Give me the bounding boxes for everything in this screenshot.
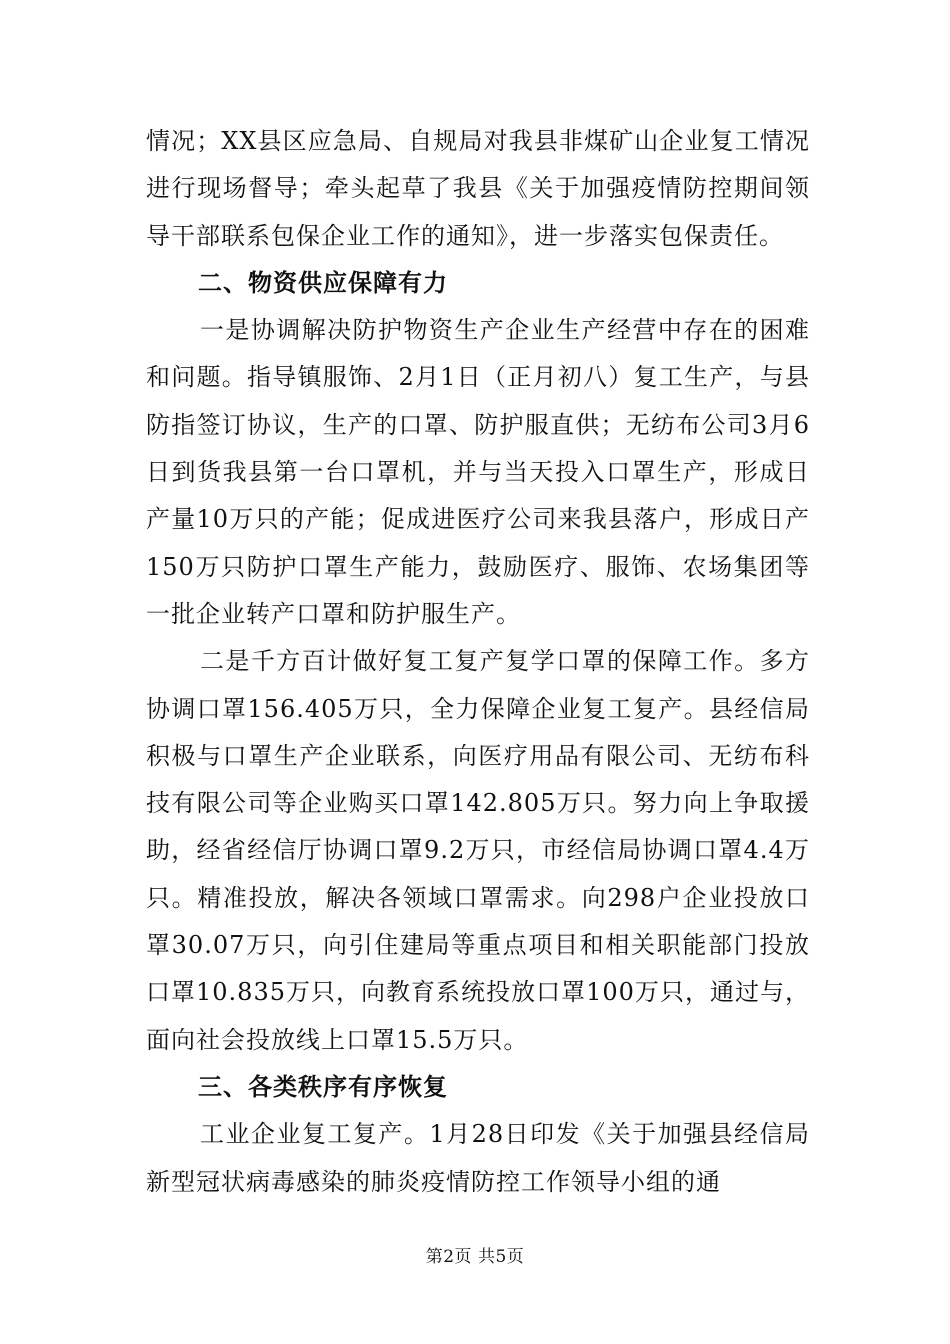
section-heading: 三、各类秩序有序恢复 [198, 1072, 448, 1101]
page-footer: 第2页 共5页 [425, 1247, 525, 1267]
section-heading: 二、物资供应保障有力 [198, 268, 448, 297]
body-paragraph: 情况；XX县区应急局、自规局对我县非煤矿山企业复工情况进行现场督导；牵头起草了我县《关于加强疫情防控期间领导干部联系包保企业工作的通知》，进一步落实包保责任。 [146, 127, 810, 250]
body-paragraph: 工业企业复工复产。1月28日印发《关于加强县经信局新型冠状病毒感染的肺炎疫情防控工作领导小组的通 [146, 1120, 810, 1196]
body-paragraph: 二是千方百计做好复工复产复学口罩的保障工作。多方协调口罩156.405万只，全力保障企业复工复产。县经信局积极与口罩生产企业联系，向医疗用品有限公司、无纺布科技有限公司等企业购买口罩142.805万只。努力向上争取援助，经省经信厅协调口罩9.2万只，市经信局协调口罩4.4万只。精准投放，解决各领域口罩需求。向298户企业投放口罩30.07万只，向引住建局等重点项目和相关职能部门投放口罩10.835万只，向教育系统投放口罩100万只，通过与，面向社会投放线上口罩15.5万只。 [146, 647, 810, 1054]
body-paragraph: 一是协调解决防护物资生产企业生产经营中存在的困难和问题。指导镇服饰、2月1日（正月初八）复工生产，与县防指签订协议，生产的口罩、防护服直供；无纺布公司3月6日到货我县第一台口罩机，并与当天投入口罩生产，形成日产量10万只的产能；促成进医疗公司来我县落户，形成日产150万只防护口罩生产能力，鼓励医疗、服饰、农场集团等一批企业转产口罩和防护服生产。 [146, 316, 810, 628]
document-body [146, 118, 810, 1206]
